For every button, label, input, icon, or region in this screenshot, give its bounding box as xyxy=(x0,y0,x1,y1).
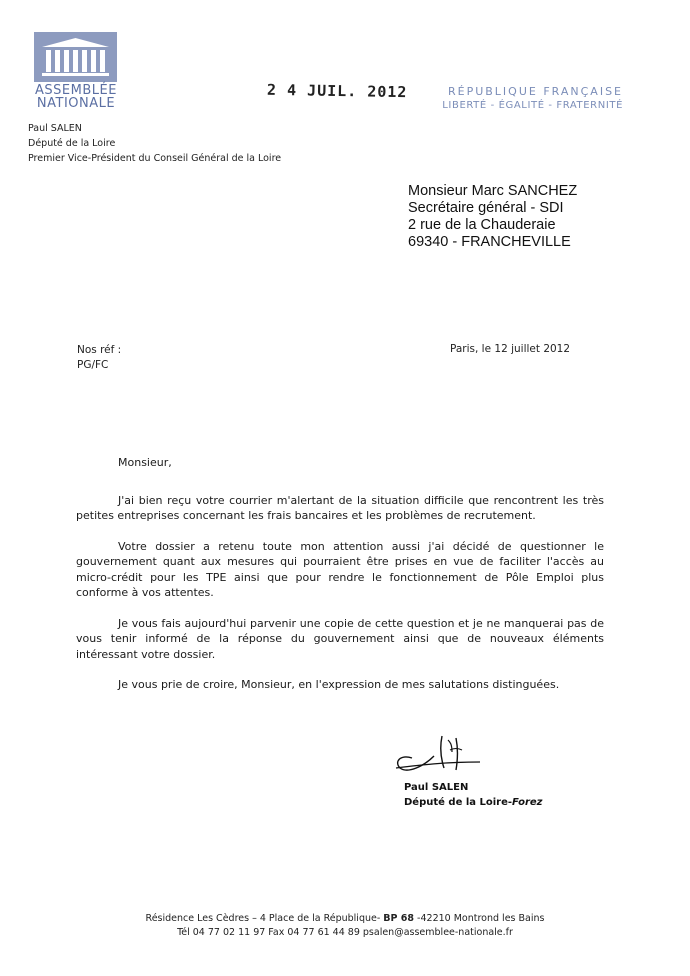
footer-contact: Tél 04 77 02 11 97 Fax 04 77 61 44 89 psalen@assemblee-nationale.fr xyxy=(177,927,513,938)
reference-value: PG/FC xyxy=(77,359,109,371)
signer-name: Paul SALEN xyxy=(404,782,469,793)
received-date-stamp: 2 4 JUIL. 2012 xyxy=(266,80,408,102)
handwritten-signature xyxy=(390,732,490,778)
recipient-address xyxy=(408,183,577,251)
logo-line-2: NATIONALE xyxy=(36,96,116,111)
signer-title: Député de la Loire-Forez xyxy=(404,797,543,808)
assemblee-nationale-logo xyxy=(34,32,117,82)
footer-address: Résidence Les Cèdres – 4 Place de la République- BP 68 -42210 Montrond les Bains xyxy=(145,913,545,924)
recipient-city: 69340 - FRANCHEVILLE xyxy=(408,234,571,250)
signer-title-forez: Forez xyxy=(512,797,543,808)
letter-body xyxy=(76,455,604,708)
sender-block xyxy=(28,121,281,166)
signer-block xyxy=(404,780,543,810)
republic-motto: LIBERTÉ - ÉGALITÉ - FRATERNITÉ xyxy=(442,100,623,111)
paragraph-2: Votre dossier a retenu toute mon attention aussi j'ai décidé de questionner le gouvernement quant aux mesures qui pourraient être prises en vue de faciliter l'accès au micro-crédit pour les TPE ainsi que pour rendre le fonctionnement de Pôle Emploi plus conforme à vos attentes. xyxy=(76,539,604,599)
sender-role-2: Premier Vice-Président du Conseil Général de la Loire xyxy=(28,153,282,164)
paragraph-4: Je vous prie de croire, Monsieur, en l'expression de mes salutations distinguées. xyxy=(118,678,560,691)
logo-line-1: ASSEMBLÉE xyxy=(35,83,117,98)
paragraph-3: Je vous fais aujourd'hui parvenir une copie de cette question et je ne manquerai pas de vous tenir informé de la réponse du gouvernement ainsi que de nouveaux éléments intéressant votre dossier. xyxy=(76,616,604,661)
reference-block xyxy=(77,343,121,373)
recipient-street: 2 rue de la Chauderaie xyxy=(408,217,556,233)
salutation: Monsieur, xyxy=(118,456,172,469)
recipient-name: Monsieur Marc SANCHEZ xyxy=(408,183,578,199)
sender-name: Paul SALEN xyxy=(28,123,82,134)
recipient-title: Secrétaire général - SDI xyxy=(408,200,564,216)
letter-date: Paris, le 12 juillet 2012 xyxy=(450,343,571,355)
reference-label: Nos réf : xyxy=(77,344,122,356)
republique-francaise: RÉPUBLIQUE FRANÇAISE xyxy=(447,85,623,98)
paragraph-1: J'ai bien reçu votre courrier m'alertant de la situation difficile que rencontrent les très petites entreprises concernant les frais bancaires et les problèmes de recrutement. xyxy=(76,493,604,522)
sender-role: Député de la Loire xyxy=(28,138,116,149)
footer-bp: BP 68 xyxy=(383,913,415,924)
